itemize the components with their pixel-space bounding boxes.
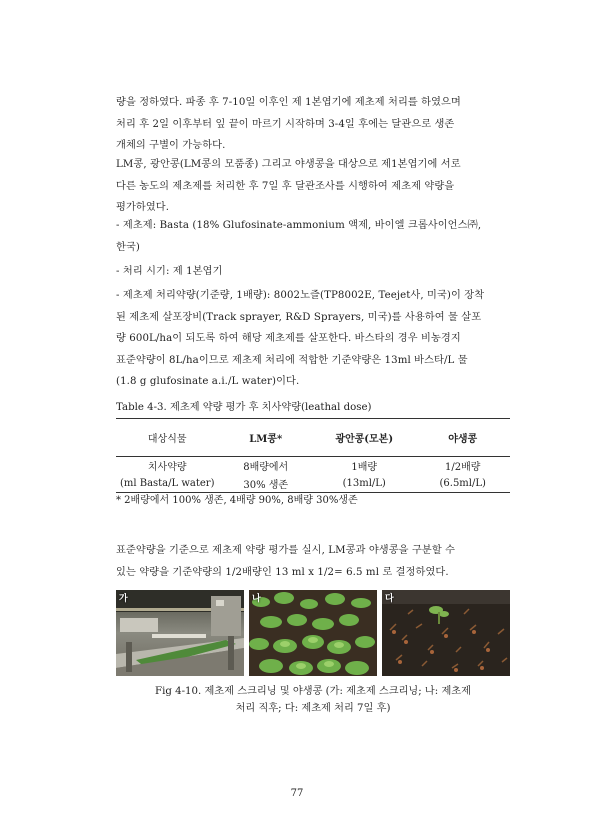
photo-seven-days-after bbox=[382, 590, 510, 676]
text-line: 된 제초제 살포장비(Track sprayer, R&D Sprayers, 미국)를 사용하여 물 살포 bbox=[116, 311, 482, 323]
paragraph-timing bbox=[116, 261, 510, 283]
table-cell: 30% 생존 bbox=[218, 475, 313, 493]
text-line: 표준약량이 8L/ha이므로 제초제 처리에 적합한 기준약량은 13ml 바스타/L 물 bbox=[116, 354, 468, 366]
figure-caption bbox=[116, 683, 510, 717]
table-cell: (13ml/L) bbox=[313, 475, 415, 493]
table-cell: 1/2배량 bbox=[445, 462, 481, 474]
photo-after-treatment bbox=[249, 590, 377, 676]
text-line: 량을 정하였다. 파종 후 7-10일 이후인 제 1본엽기에 제초제 처리를 하였으며 bbox=[116, 97, 461, 108]
paragraph-herbicide bbox=[116, 215, 510, 258]
caption-line: Fig 4-10. 제초제 스크리닝 및 야생콩 (가: 제초제 스크리닝; 나: 제초제 bbox=[155, 686, 471, 697]
text-line: LM콩, 광안콩(LM콩의 모품종) 그리고 야생콩을 대상으로 제1본엽기에 서로 bbox=[116, 159, 461, 170]
caption-line: 처리 직후; 다: 제초제 처리 7일 후) bbox=[235, 703, 391, 714]
dried-seedling-photo bbox=[382, 590, 510, 676]
table-cell: 1배량 bbox=[351, 462, 378, 474]
table-footnote: * 2배량에서 100% 생존, 4배량 90%, 8배량 30%생존 bbox=[116, 495, 358, 506]
table-row bbox=[116, 457, 510, 475]
seedling-photo bbox=[249, 590, 377, 676]
photo-label: 가 bbox=[119, 594, 128, 604]
text-line: - 제초제 처리약량(기준량, 1배량): 8002노즐(TP8002E, Teejet사, 미국)이 장착 bbox=[116, 290, 485, 301]
paragraph-2 bbox=[116, 154, 510, 219]
page-number: 77 bbox=[290, 788, 304, 799]
photo-label: 다 bbox=[385, 594, 394, 604]
table-caption: Table 4-3. 제초제 약량 평가 후 치사약량(leathal dose) bbox=[116, 402, 372, 413]
table-cell: (6.5ml/L) bbox=[415, 475, 510, 493]
text-line: 다른 농도의 제초제를 처리한 후 7일 후 달관조사를 시행하여 제초제 약량을 bbox=[116, 180, 455, 192]
header-cell: 대상식물 bbox=[116, 419, 218, 457]
table-row bbox=[116, 475, 510, 493]
table-cell: (ml Basta/L water) bbox=[116, 475, 218, 493]
table-cell: 8배량에서 bbox=[243, 462, 289, 474]
photo-label: 나 bbox=[252, 594, 261, 604]
text-line: 평가하였다. bbox=[116, 202, 170, 213]
paragraph-dose bbox=[116, 285, 510, 393]
greenhouse-photo bbox=[116, 590, 244, 676]
text-line: (1.8 g glufosinate a.i./L water)이다. bbox=[116, 376, 300, 387]
text-line: - 제초제: Basta (18% Glufosinate-ammonium 액제, 바이엘 크롭사이언스㈜, bbox=[116, 220, 482, 231]
header-cell: 야생콩 bbox=[415, 419, 510, 457]
header-cell: 광안콩(모본) bbox=[313, 419, 415, 457]
text-line: 표준약량을 기준으로 제초제 약량 평가를 실시, LM콩과 야생콩을 구분할 수 bbox=[116, 545, 456, 556]
paragraph-conclusion bbox=[116, 540, 510, 583]
text-line: 처리 후 2일 이후부터 잎 끝이 마르기 시작하며 3-4일 후에는 달관으로 생존 bbox=[116, 118, 455, 130]
table-cell: 치사약량 bbox=[147, 462, 187, 474]
header-cell: LM콩* bbox=[218, 419, 313, 457]
text-line: 한국) bbox=[116, 241, 140, 253]
text-line: 개체의 구별이 가능하다. bbox=[116, 140, 226, 151]
table-header-row bbox=[116, 419, 510, 457]
text-line: 있는 약량을 기준약량의 1/2배량인 13 ml x 1/2= 6.5 ml 로 결정하였다. bbox=[116, 566, 449, 578]
text-line: 량 600L/ha이 되도록 하여 해당 제초제를 살포한다. 바스타의 경우 비농경지 bbox=[116, 333, 461, 344]
photo-herbicide-screening bbox=[116, 590, 244, 676]
text-line: - 처리 시기: 제 1본엽기 bbox=[116, 266, 223, 277]
lethal-dose-table bbox=[116, 418, 510, 493]
paragraph-1 bbox=[116, 92, 510, 157]
